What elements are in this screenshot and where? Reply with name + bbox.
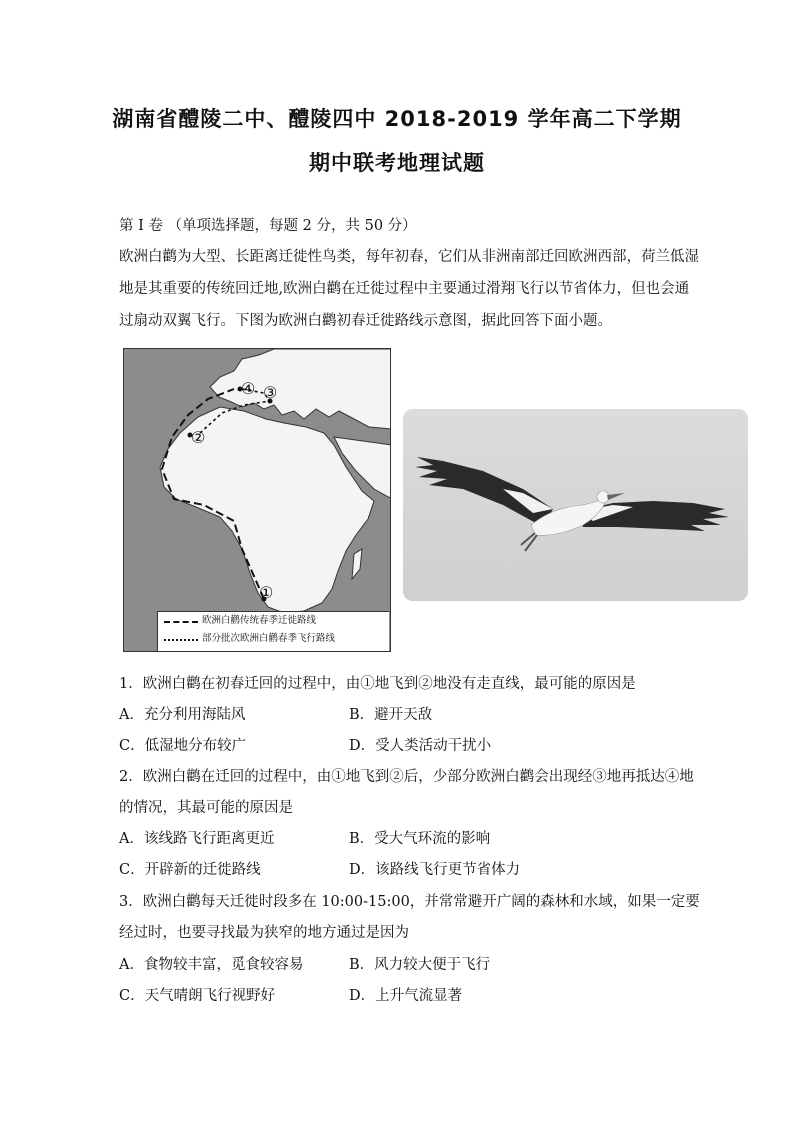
q3-option-b: B．风力较大便于飞行: [349, 957, 491, 973]
q1-option-d: D．受人类活动干扰小: [349, 738, 492, 754]
marker-4: ④: [241, 379, 256, 398]
question-1-stem: 1．欧洲白鹳在初春迁回的过程中，由①地飞到②地没有走直线，最可能的原因是: [119, 676, 636, 692]
q1-option-a: A．充分利用海陆风: [119, 707, 246, 723]
q1-option-c: C．低湿地分布较广: [119, 738, 247, 754]
legend-traditional-label: 欧洲白鹳传统春季迁徙路线: [202, 615, 317, 626]
q1-option-b: B．避开天敌: [349, 707, 433, 723]
question-2-stem-cont: 的情况，其最可能的原因是: [119, 800, 293, 816]
legend-batch-label: 部分批次欧洲白鹳春季飞行路线: [202, 633, 336, 644]
q3-option-c: C．天气晴朗飞行视野好: [119, 988, 276, 1004]
marker-2: ②: [191, 428, 206, 447]
migration-route-map: [123, 348, 391, 652]
paper-title-line1: 湖南省醴陵二中、醴陵四中 2018-2019 学年高二下学期: [112, 107, 682, 131]
q2-option-d: D．该路线飞行更节省体力: [349, 862, 521, 878]
q3-option-a: A．食物较丰富，觅食较容易: [119, 957, 304, 973]
head: [597, 491, 609, 503]
legend-batch: [202, 630, 389, 648]
legend-traditional: [202, 612, 389, 630]
q2-option-a: A．该线路飞行距离更近: [119, 831, 275, 847]
q2-option-b: B．受大气环流的影响: [349, 831, 491, 847]
stork-photo: [403, 409, 748, 601]
q3-option-d: D．上升气流显著: [349, 988, 463, 1004]
legend-dashed-sample: [164, 621, 198, 623]
paper-title-line2: 期中联考地理试题: [309, 151, 485, 175]
marker-1: ①: [259, 583, 274, 602]
map-graphic: [124, 349, 391, 652]
madagascar: [352, 549, 362, 579]
marker-3: ③: [263, 383, 278, 402]
question-2-stem: 2．欧洲白鹳在迁回的过程中，由①地飞到②后，少部分欧洲白鹳会出现经③地再抵达④地: [119, 769, 694, 785]
section-label: 第 I 卷 （单项选择题，每题 2 分，共 50 分）: [119, 218, 417, 234]
intro-line: 欧洲白鹳为大型、长距离迁徙性鸟类，每年初春，它们从非洲南部迁回欧洲西部，荷兰低湿: [119, 249, 699, 265]
intro-line: 过扇动双翼飞行。下图为欧洲白鹳初春迁徙路线示意图，据此回答下面小题。: [119, 313, 612, 329]
legend-dotted-sample: [164, 639, 198, 641]
question-3-stem: 3．欧洲白鹳每天迁徙时段多在 10:00-15:00，并常常避开广阔的森林和水域，如果一定要: [119, 894, 700, 910]
map-legend: [157, 611, 389, 651]
stork-illustration: [403, 409, 748, 601]
q2-option-c: C．开辟新的迁徙路线: [119, 862, 261, 878]
question-3-stem-cont: 经过时，也要寻找最为狭窄的地方通过是因为: [119, 925, 409, 941]
intro-line: 地是其重要的传统回迁地,欧洲白鹳在迁徙过程中主要通过滑翔飞行以节省体力，但也会通: [119, 281, 690, 297]
